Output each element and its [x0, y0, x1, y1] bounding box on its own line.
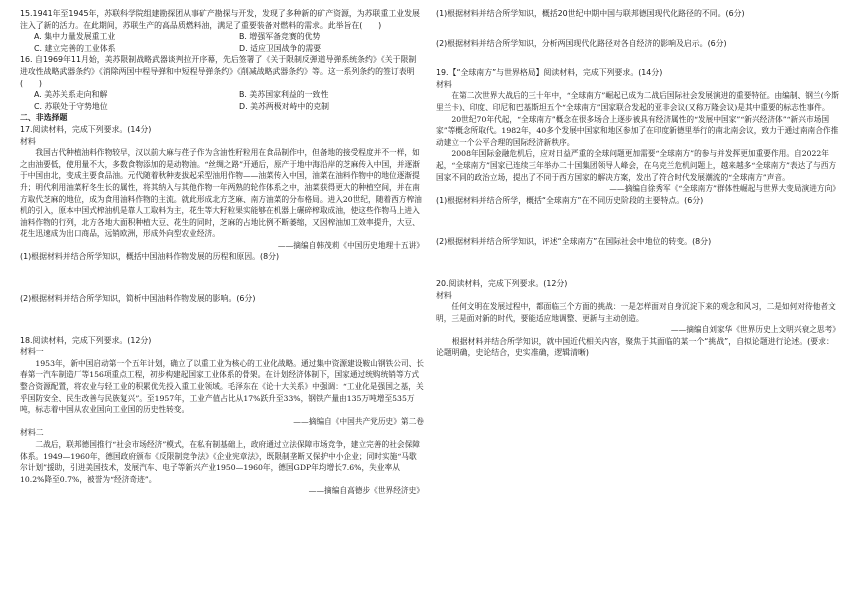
q18-material-1-label: 材料一	[20, 347, 44, 357]
q17-material-body: 我国古代种植油料作物较早，汉以前大麻与荏子作为含油性籽粒用在食品制作中，但备地的接受程度并不一样，如之由油要低，使用量不大，多数食物添加的是动物油。“丝绸之路”开通后，原产于地中海沿岸的芝麻传入中国，并逐渐于中国由北，变成主要食品油。元代随着秋种麦拔起采型油用作物——油菜传入中国，油菜在油料作物中的地位逐渐提升；明代利用油菜籽冬生长的属性，将其纳入与其他作物一年两熟的轮作体系之中，油菜获得更大的种植空间，并在南方取代芝麻的地位，成为食用油料作物的主流。就此形成北方芝麻、南方油菜的分布格局。进入20世纪，随着西方榨油机的引入，原本中国式榨油机是靠人工取料为主，花生等大籽粒果实能够在机器上碾碎榨取成油，使这些作物马上进入油料作物的行列，北方各地大面积种植大豆、花生的同时，芝麻的占地比例不断萎缩，又因榨油加工效率提升，大豆、花生迅速成为出口商品，远销欧洲，形成外向型农业经济。	[20, 148, 422, 239]
q19-material-label: 材料	[436, 79, 452, 89]
q16-option-a[interactable]: A. 美苏关系走向和解	[34, 90, 108, 100]
q15-option-c[interactable]: C. 建立完善的工业体系	[34, 43, 116, 53]
answer-space[interactable]	[20, 305, 424, 335]
q16-stem: 16. 自1969年11月始，美苏限制战略武器谈判拉开序幕，先后签署了《关于限制反弹道导弹系统条约》《关于限制进攻性战略武器条约》《消除两国中程导弹和中短程导弹条约》《削减战略武器条约》等。这一系列条约的签订表明( )	[20, 55, 417, 88]
q19-ask-2: (2)根据材料并结合所学知识，评述“全球南方”在国际社会中地位的转变。(8分)	[436, 237, 712, 247]
q19-material-paragraph-2: 20世纪70年代起，“全球南方”概念在很多场合上逐步被具有经济属性的“发展中国家”“新兴经济体”“新兴市场国家”等概念所取代。1982年，40多个发展中国家和地区参加了在印度新德里举行的南北南会议，致力于通过南南合作推动建立一个公平合理的国际经济新秩序。	[436, 114, 839, 147]
q18-material-2-source: ——摘编自高德步《世界经济史》	[308, 486, 424, 496]
q17-material-label: 材料	[20, 136, 36, 146]
q18-ask-2: (2)根据材料并结合所学知识，分析两国现代化路径对各自经济的影响及启示。(6分)	[436, 38, 727, 48]
q19-material-paragraph-3: 2008年国际金融危机后，应对日益严重的全球问题更加需要“全球南方”的参与并发挥更加重要作用。自2022年起，“全球南方”国家已连续三年举办二十国集团领导人峰会，在乌克兰危机问题上，越来越多“全球南方”表达了与西方国家不同的政治立场，提出了不同于西方国家的解决方案，发出了符合时代发展潮流的“全球南方”声音。	[436, 149, 837, 182]
answer-space[interactable]	[436, 248, 840, 278]
q18-material-1-source: ——摘编自《中国共产党历史》第二卷	[293, 416, 424, 426]
q19-title: 19.【“全球南方”与世界格局】阅读材料，完成下列要求。(14分)	[436, 68, 663, 78]
q18-material-2-label: 材料二	[20, 428, 44, 438]
q17-ask-2: (2)根据材料并结合所学知识，简析中国油料作物发展的影响。(6分)	[20, 294, 256, 304]
q17-ask-1: (1)根据材料并结合所学知识，概括中国油料作物发展的历程和原因。(8分)	[20, 252, 280, 262]
q16-option-d[interactable]: D. 美苏两极对峙中的克制	[239, 101, 329, 111]
q15-stem: 15.1941年至1945年，苏联科学院组建勘探团从事矿产勘探与开发，发现了多种新的矿产资源，为苏联重工业发展注入了新的活力。在此期间，苏联生产的高品质燃料油，满足了重要装备对燃料的需求。此举旨在( )	[20, 9, 420, 30]
q17-title: 17.阅读材料，完成下列要求。(14分)	[20, 124, 152, 134]
q18-material-1-body: 1953年，新中国启动第一个五年计划，确立了以重工业为核心的工业化战略。通过集中资源建设鞍山钢铁公司、长春第一汽车制造厂等156项重点工程，初步构建起国家工业体系的骨架。在计划经济体制下，国家通过统购统销等方式整合资源配置，将农业与轻工业的积累优先投入重工业领域。毛泽东在《论十大关系》中强调：“工业化是强国之基，关乎国防安全、民生改善与民族复兴”。至1957年，工业产值占比从17%跃升至33%，钢铁产量由135万吨增至535万吨，标志着中国从农业国向工业国的历史性转变。	[20, 358, 424, 415]
answer-space[interactable]	[436, 20, 840, 38]
q20-title: 20.阅读材料，完成下列要求。(12分)	[436, 278, 568, 288]
q15-options	[20, 31, 424, 54]
q16-option-c[interactable]: C. 苏联处于守势地位	[34, 101, 108, 111]
q17-source: ——摘编自韩茂莉《中国历史地理十五讲》	[277, 240, 424, 250]
q19-material-paragraph-1: 在第二次世界大战后的三十年中，“全球南方”崛起已成为二战后国际社会发展演进的重要特征。由编制、钢兰(今斯里兰卡)、印度、印尼和巴基斯坦五个“全球南方”国家联合发起的亚非会议(又称万隆会议)是其中重要的标志性事件。	[436, 91, 839, 112]
q19-source: ——摘编自徐秀军《“全球南方”群体性崛起与世界大变局演进方向》	[609, 184, 840, 194]
answer-space[interactable]	[20, 263, 424, 293]
q16-options	[20, 89, 424, 112]
section-heading-nonchoice: 二、非选择题	[20, 113, 68, 123]
answer-space[interactable]	[436, 49, 840, 67]
right-column	[436, 8, 840, 359]
q18-material-2-body: 二战后，联邦德国推行“社会市场经济”模式，在私有制基础上，政府通过立法保障市场竞争，建立完善的社会保障体系。1949—1960年，德国政府颁布《反限制竞争法》《企业宪章法》，既限制垄断又保护中小企业；同时实施“马歇尔计划”援助，引进美国技术，发展汽车、电子等新兴产业1950—1960年，德国GDP年均增长7.6%，失业率从10.2%降至0.7%，被誉为“经济奇迹”。	[20, 440, 420, 484]
q15-option-b[interactable]: B. 增强军备竞赛的优势	[239, 32, 321, 42]
answer-space[interactable]	[436, 206, 840, 236]
q18-title: 18.阅读材料，完成下列要求。(12分)	[20, 335, 152, 345]
q20-source: ——摘编自刘家华《世界历史上文明兴衰之思考》	[670, 325, 840, 335]
q20-material-label: 材料	[436, 290, 452, 300]
q20-material-body: 任何文明在发展过程中，都面临三个方面的挑战：一是怎样面对自身沉淀下来的观念和风习，二是如何对待他者文明，三是面对新的时代，要能适应地调整、更新与主动创造。	[436, 302, 836, 323]
q16-option-b[interactable]: B. 美苏国家利益的一致性	[239, 90, 329, 100]
q15-option-d[interactable]: D. 适应卫国战争的需要	[239, 43, 322, 53]
q18-ask-1: (1)根据材料并结合所学知识，概括20世纪中期中国与联邦德国现代化路径的不同。(6分)	[436, 9, 745, 18]
q20-ask: 根据材料并结合所学知识，就中国近代相关内容，聚焦于其面临的某一个“挑战”，自拟论题进行论述。(要求：论题明确，史论结合，史实准确，逻辑清晰)	[436, 336, 834, 358]
q15-option-a[interactable]: A. 集中力量发展重工业	[34, 32, 116, 42]
q19-ask-1: (1)根据材料并结合所学，概括“全球南方”在不同历史阶段的主要特点。(6分)	[436, 195, 704, 205]
left-column	[20, 8, 424, 497]
